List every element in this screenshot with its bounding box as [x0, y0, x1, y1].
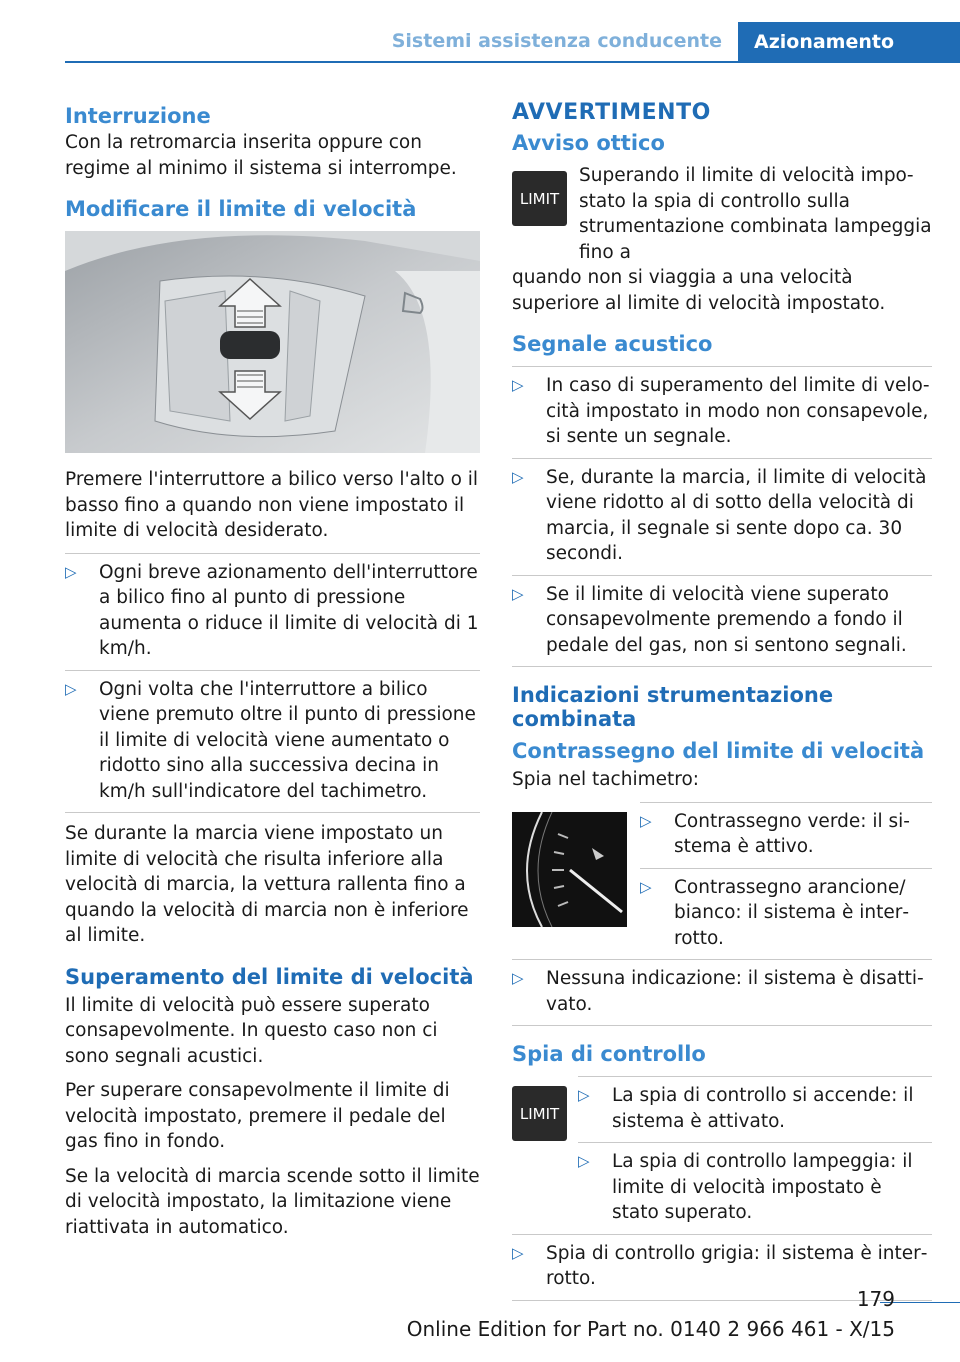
interruzione-text: Con la retromarcia inserita oppure con regime al minimo il sistema si interrompe. [65, 132, 457, 179]
triangle-bullet-icon: ▷ [578, 1152, 590, 1170]
limit-indicator-light-icon: LIMIT [512, 1086, 567, 1141]
triangle-bullet-icon: ▷ [578, 1086, 590, 1104]
modifica-text-2: Se durante la marcia viene impostato un limite di velocità che risulta inferiore alla velocità di marcia, la vettura rallenta fino a quando la velocità di marcia non è inferiore al limite. [65, 823, 469, 946]
triangle-bullet-icon: ▷ [512, 1243, 524, 1262]
bullet-text: Contrassegno verde: il sistema è attivo. [674, 810, 910, 857]
triangle-bullet-icon: ▷ [512, 467, 524, 486]
triangle-bullet-icon: ▷ [65, 562, 77, 581]
triangle-bullet-icon: ▷ [512, 584, 524, 603]
header-rule [65, 61, 960, 63]
modifica-instruction: Premere l'interruttore a bilico verso l'alto o il basso fino a quando non viene impostato il limite di velocità desiderato. [65, 469, 479, 541]
triangle-bullet-icon: ▷ [640, 811, 652, 830]
running-header-chapter: Azionamento [738, 22, 960, 63]
right-column [512, 100, 932, 1309]
left-column [65, 100, 480, 1249]
heading-spia-controllo: Spia di controllo [512, 1042, 706, 1066]
bullet-text: In caso di superamento del limite di velocità impostato in modo non consapevole, si sente un segnale. [546, 375, 930, 447]
list-item [512, 458, 932, 575]
heading-indicazioni: Indicazioni strumentazione combinata [512, 683, 834, 731]
page-number: 179 [856, 1287, 895, 1311]
bullet-text: Se, durante la marcia, il limite di velocità viene ridotto al di sotto della velocità di marcia, il segnale si sente dopo ca. 30 secondi. [546, 466, 927, 564]
superamento-p1: Il limite di velocità può essere superato consapevolmente. In questo caso non ci sono segnali acustici. [65, 994, 438, 1067]
bullet-text: Ogni breve azionamento dell'interruttore a bilico fino al punto di pressione aumenta o riduce il limite di velocità di 1 km/h. [99, 561, 479, 659]
triangle-bullet-icon: ▷ [512, 376, 524, 394]
triangle-bullet-icon: ▷ [65, 679, 77, 698]
heading-modificare-limite: Modificare il limite di velocità [65, 197, 417, 221]
list-item [640, 868, 932, 960]
triangle-bullet-icon: ▷ [640, 877, 652, 896]
avviso-text-a: Superando il limite di velocità impostato la spia di controllo sulla strumentazione combinata lampeggia fino a [579, 165, 932, 263]
superamento-p3: Se la velocità di marcia scende sotto il limite di velocità impostato, la limitazione viene riattivata in automatico. [65, 1165, 480, 1238]
list-item [578, 1142, 932, 1234]
list-item [578, 1076, 932, 1142]
edition-footer: Online Edition for Part no. 0140 2 966 461 - X/15 [406, 1317, 895, 1341]
avviso-text-b: quando non si viaggia a una velocità superiore al limite di velocità impostato. [512, 267, 886, 314]
speedometer-icon-row [512, 802, 932, 960]
speedometer-marker-image [512, 812, 627, 927]
list-item [65, 670, 480, 814]
superamento-p2: Per superare consapevolmente il limite di velocità impostato, premere il pedale del gas fino in fondo. [65, 1080, 450, 1152]
bullet-text: Ogni volta che l'interruttore a bilico viene premuto oltre il punto di pressione il limite di velocità viene aumentato o ridotto sino alla successiva decina in km/h sull'indicatore del tachimetro. [99, 678, 476, 802]
bullet-text: Nessuna indicazione: il sistema è disattivato. [546, 968, 924, 1015]
heading-contrassegno: Contrassegno del limite di velocità [512, 739, 925, 763]
warning-heading: AVVERTIMENTO [512, 100, 711, 125]
avviso-icon-row [512, 163, 932, 265]
bullet-text: Contrassegno arancione/ bianco: il sistema è interrotto. [674, 876, 910, 949]
running-header-section: Sistemi assistenza conducente [391, 30, 722, 52]
bullet-text: Spia di controllo grigia: il sistema è interrotto. [546, 1242, 928, 1289]
heading-superamento: Superamento del limite di velocità [65, 964, 474, 989]
list-item [512, 959, 932, 1026]
steering-wheel-rocker-switch-image [65, 231, 480, 453]
limit-warning-light-icon: LIMIT [512, 171, 567, 226]
spia-tachimetro-text: Spia nel tachimetro: [512, 769, 700, 790]
list-item [65, 553, 480, 670]
list-item [512, 575, 932, 668]
list-item [512, 366, 932, 458]
list-item [640, 802, 932, 868]
bullet-text: La spia di controllo lampeggia: il limite di velocità impostato è stato superato. [612, 1151, 913, 1223]
triangle-bullet-icon: ▷ [512, 969, 524, 987]
heading-avviso-ottico: Avviso ottico [512, 131, 665, 155]
spia-icon-row [512, 1076, 932, 1234]
bullet-text: La spia di controllo si accende: il sistema è attivato. [612, 1085, 914, 1132]
heading-interruzione: Interruzione [65, 104, 211, 128]
heading-segnale-acustico: Segnale acustico [512, 332, 713, 356]
bullet-text: Se il limite di velocità viene superato consapevolmente premendo a fondo il pedale del gas, non si sentono segnali. [546, 583, 907, 656]
